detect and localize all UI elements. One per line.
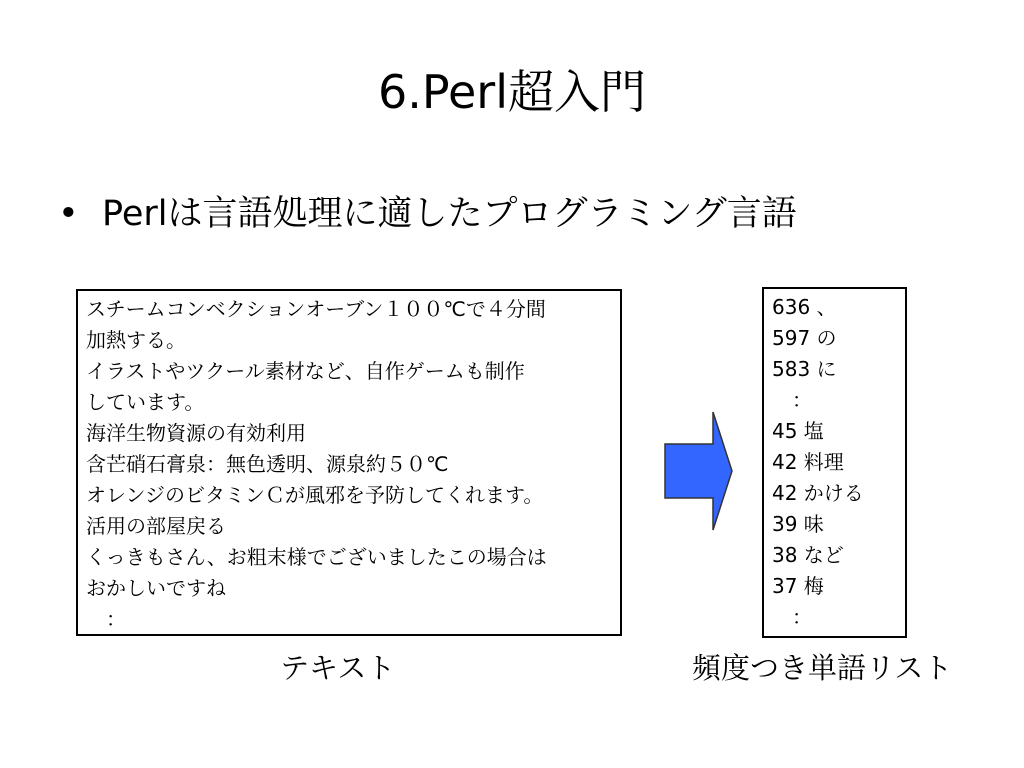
text-line: 活用の部屋戻る (86, 514, 226, 538)
frequency-line: ： (772, 605, 812, 629)
frequency-line: 42 料理 (772, 450, 844, 474)
frequency-list-box (762, 287, 907, 638)
text-line: 含芒硝石膏泉：無色透明、源泉約５０℃ (86, 452, 449, 476)
frequency-line: 42 かける (772, 481, 864, 505)
text-line: イラストやツクール素材など、自作ゲームも制作 (86, 359, 525, 383)
frequency-line: 583 に (772, 357, 837, 381)
frequency-line: ： (772, 388, 812, 412)
right-arrow-icon (664, 410, 734, 532)
slide-title: 6.Perl超入門 (378, 65, 646, 119)
text-line: 加熱する。 (86, 328, 186, 352)
text-line: スチームコンベクションオーブン１００℃で４分間 (86, 297, 546, 321)
bullet-text: Perlは言語処理に適したプログラミング言語 (102, 194, 797, 234)
frequency-line: 45 塩 (772, 419, 824, 443)
frequency-list-caption: 頻度つき単語リスト (692, 651, 953, 685)
frequency-line: 636 、 (772, 295, 837, 319)
arrow-shape (665, 412, 732, 530)
text-line: しています。 (86, 390, 205, 414)
sample-text-box (76, 289, 622, 636)
text-line: オレンジのビタミンＣが風邪を予防してくれます。 (86, 483, 544, 507)
text-line: 海洋生物資源の有効利用 (86, 421, 306, 445)
frequency-line: 37 梅 (772, 574, 824, 598)
frequency-line: 39 味 (772, 512, 824, 536)
text-caption: テキスト (280, 651, 396, 685)
text-line: くっきもさん、お粗末様でございましたこの場合は (86, 545, 547, 569)
text-line: ： (86, 607, 126, 631)
frequency-line: 597 の (772, 326, 837, 350)
text-line: おかしいですね (86, 576, 226, 600)
frequency-line: 38 など (772, 543, 844, 567)
bullet-dot: • (58, 194, 79, 234)
bullet-point (58, 190, 797, 238)
